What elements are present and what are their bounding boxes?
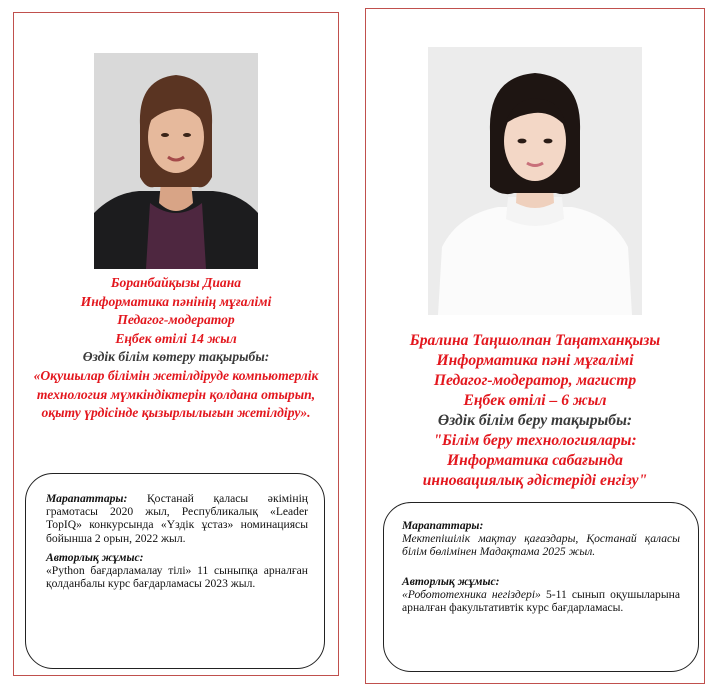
teacher-info-2	[366, 331, 704, 491]
author-label: Авторлық жұмыс:	[46, 550, 144, 564]
awards-label: Марапаттары:	[46, 492, 128, 505]
teacher-subject: Информатика пәнінің мұғалімі	[80, 293, 272, 309]
teacher-category: Педагог-модератор, магистр	[433, 372, 637, 389]
awards-box-2	[383, 502, 699, 672]
awards-box-1	[25, 473, 325, 669]
topic-line-2: Информатика сабағында	[447, 452, 623, 469]
awards-text: Қостанай қаласы әкімінің грамотасы 2020 жыл, Республикалық «Leader TopIQ» конкурсында «Үздік ұстаз» номинациясы бойынша 2 орын, 2022 жыл.	[46, 492, 308, 545]
author-work-title: «Робототехника негіздері»	[402, 587, 541, 601]
topic-line-1: "Білім беру технологиялары:	[433, 432, 637, 449]
teacher-name: Бралина Таңшолпан Таңатханқызы	[409, 332, 661, 349]
teacher-category: Педагог-модератор	[117, 312, 235, 328]
teacher-photo-1	[94, 53, 258, 269]
author-work: 5-11 сынып оқушыларына арналған факультативтік курс бағдарламасы.	[402, 587, 680, 615]
teacher-info-1	[14, 274, 338, 423]
topic-label: Өздік білім көтеру тақырыбы:	[82, 349, 270, 365]
teacher-experience: Еңбек өтілі – 6 жыл	[463, 392, 607, 409]
teacher-card-1	[13, 12, 339, 676]
topic-text: «Оқушылар білімін жетілдіруде компьютерлік технология мүмкіндіктерін қолдана отырып, оқыту үрдісінде қызырлылығын жетілдіру».	[33, 367, 319, 421]
topic-label: Өздік білім беру тақырыбы:	[437, 412, 633, 429]
teacher-subject: Информатика пәні мұғалімі	[436, 352, 634, 369]
awards-text: Мектепішілік мақтау қағаздары, Қостанай қаласы білім бөлімінен Мадақтама 2025 жыл.	[402, 532, 680, 559]
teacher-experience: Еңбек өтілі 14 жыл	[115, 330, 237, 346]
teacher-photo-2	[428, 47, 642, 315]
teacher-name: Боранбайқызы Диана	[110, 275, 242, 290]
topic-line-3: инновациялық әдістеріді енгізу"	[422, 472, 648, 489]
teacher-card-2	[365, 8, 705, 684]
author-work: «Python бағдарламалау тілі» 11 сыныпқа арналған қолданбалы курс бағдарламасы 2023 жыл.	[46, 564, 308, 591]
author-label: Авторлық жұмыс:	[402, 574, 500, 588]
awards-label: Марапаттары:	[402, 519, 484, 532]
